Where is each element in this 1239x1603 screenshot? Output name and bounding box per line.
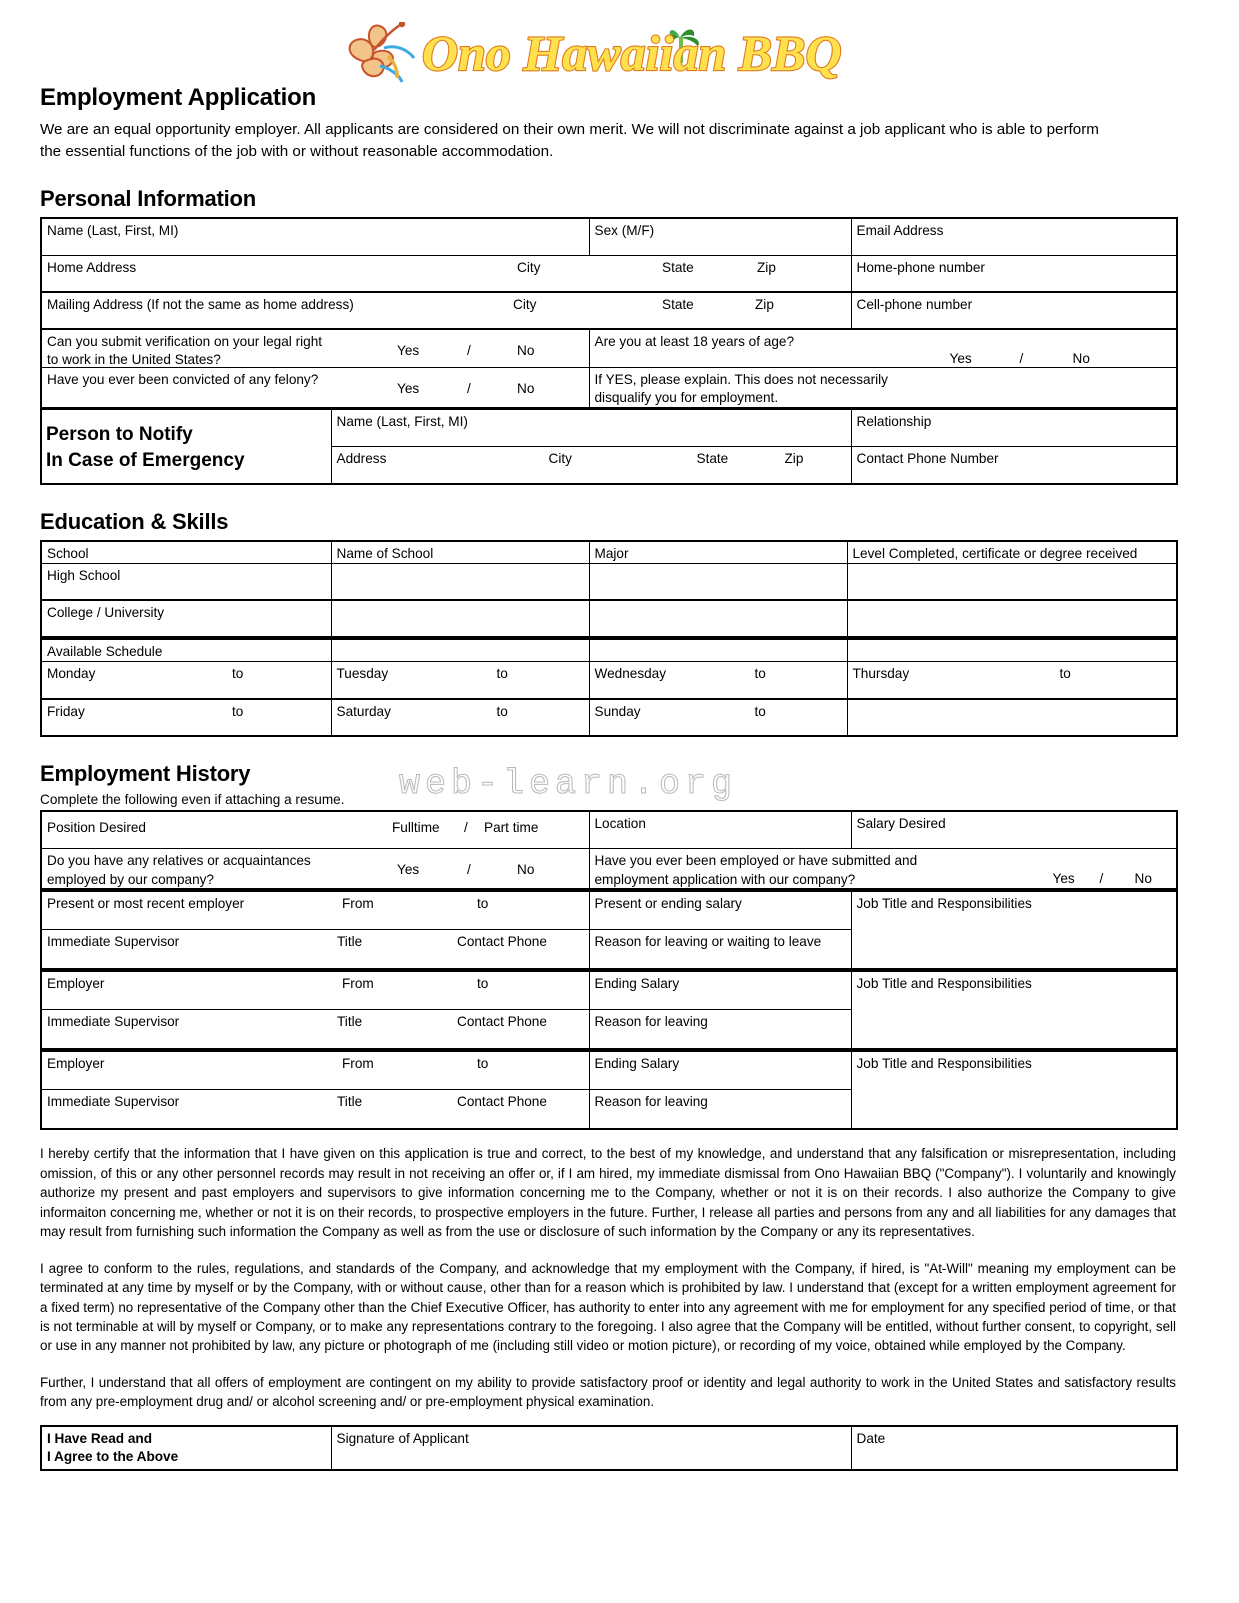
field-emergency-address[interactable]: Address City State Zip (331, 447, 851, 484)
schedule-blank-2 (589, 639, 847, 662)
input-college-level[interactable] (847, 600, 1177, 637)
company-logo (38, 0, 1201, 81)
field-home-phone[interactable]: Home-phone number (851, 255, 1177, 292)
education-header-major: Major (589, 541, 847, 564)
input-high-school-level[interactable] (847, 563, 1177, 600)
question-relatives-employed[interactable]: Do you have any relatives or acquaintances employed by our company? Yes / No (41, 849, 589, 890)
schedule-wednesday[interactable]: Wednesday to (589, 662, 847, 699)
no-option[interactable]: No (517, 381, 535, 397)
emergency-contact-label: Person to Notify In Case of Emergency (41, 410, 331, 484)
employment-history-subtitle: Complete the following even if attaching a resume. (40, 791, 345, 807)
employer-table-2 (40, 970, 1178, 1050)
field-cell-phone[interactable]: Cell-phone number (851, 292, 1177, 329)
field-date[interactable]: Date (851, 1426, 1177, 1470)
section-heading-employment-history: Employment History (40, 760, 251, 786)
signature-table (40, 1425, 1178, 1471)
legal-paragraph-contingent-offer: Further, I understand that all offers of employment are contingent on my ability to provide satisfactory proof or identity and legal authority to work in the United States and satisfactory results from any pre-employment drug and/ or alcohol screening and/ or pre-employment physical examination. (40, 1374, 1176, 1410)
employer-table-3 (40, 1050, 1178, 1130)
field-salary-desired[interactable]: Salary Desired (851, 811, 1177, 849)
field-employer-2-supervisor[interactable]: Immediate Supervisor Title Contact Phone (41, 1009, 589, 1049)
field-felony-explanation[interactable]: If YES, please explain. This does not necessarily disqualify you for employment. (589, 368, 1177, 409)
no-option[interactable]: No (517, 343, 535, 359)
field-employer-3-supervisor[interactable]: Immediate Supervisor Title Contact Phone (41, 1089, 589, 1129)
emergency-contact-table (40, 409, 1178, 485)
yes-option[interactable]: Yes (397, 862, 420, 878)
section-heading-personal-information: Personal Information (40, 186, 257, 212)
schedule-friday[interactable]: Friday to (41, 699, 331, 736)
field-employer-3-salary[interactable]: Ending Salary (589, 1051, 851, 1089)
question-felony-conviction[interactable]: Have you ever been convicted of any felony? Yes / No (41, 368, 589, 409)
input-high-school-major[interactable] (589, 563, 847, 600)
legal-paragraph-at-will: I agree to conform to the rules, regulations, and standards of the Company, and acknowledge that my employment with the Company, if hired, is "At-Will" meaning my employment can be terminated at any time by myself or by the Company, with or without cause, other than for a reason which is prohibited by law. I understand that (except for a written employment agreement for a fixed term) no representative of the Company other than the Chief Executive Officer, has authority to enter into any agreement with me for employment for any specified period of time, or that is not terminable at will by myself or Company, or to make any representations contrary to the foregoing. I also agree that the Company will be entitled, without further consent, to copyright, sell or use in any manner not prohibited by law, any picture or photograph of me (including still video or motion picture), or recording of my voice, obtained while employed by the Company. (40, 1260, 1176, 1354)
field-name[interactable]: Name (Last, First, MI) (41, 218, 589, 255)
input-college-name[interactable] (331, 600, 589, 637)
education-row-college: College / University (41, 600, 331, 637)
question-age-18[interactable]: Are you at least 18 years of age? Yes / No (589, 329, 1177, 368)
page-title: Employment Application (40, 84, 317, 111)
schedule-sunday[interactable]: Sunday to (589, 699, 847, 736)
field-employer-2-reason[interactable]: Reason for leaving (589, 1009, 851, 1049)
no-option[interactable]: No (1134, 871, 1152, 887)
input-high-school-name[interactable] (331, 563, 589, 600)
field-position-desired[interactable]: Position Desired Fulltime / Part time (41, 811, 589, 849)
fulltime-option[interactable]: Fulltime (392, 819, 440, 835)
education-row-high-school: High School (41, 563, 331, 600)
field-employer-1-job-title[interactable]: Job Title and Responsibilities (851, 891, 1177, 969)
field-employer-2-job-title[interactable]: Job Title and Responsibilities (851, 971, 1177, 1049)
yes-option[interactable]: Yes (397, 381, 420, 397)
field-emergency-phone[interactable]: Contact Phone Number (851, 447, 1177, 484)
yes-option[interactable]: Yes (397, 343, 420, 359)
position-desired-table (40, 810, 1178, 891)
ono-hawaiian-bbq-logo-icon (342, 22, 898, 84)
field-signature[interactable]: Signature of Applicant (331, 1426, 851, 1470)
education-header-level-completed: Level Completed, certificate or degree received (847, 541, 1177, 564)
no-option[interactable]: No (517, 862, 535, 878)
employer-table-1 (40, 890, 1178, 970)
equal-opportunity-statement: We are an equal opportunity employer. All applicants are considered on their own merit. We will not discriminate against a job applicant who is able to perform the essential functions of the job with or without reasonable accommodation. (40, 121, 1099, 160)
field-location[interactable]: Location (589, 811, 851, 849)
field-employer-2-salary[interactable]: Ending Salary (589, 971, 851, 1009)
schedule-title-cell: Available Schedule (41, 639, 331, 662)
schedule-saturday[interactable]: Saturday to (331, 699, 589, 736)
schedule-monday[interactable]: Monday to (41, 662, 331, 699)
education-header-name-of-school: Name of School (331, 541, 589, 564)
schedule-blank-3 (847, 639, 1177, 662)
schedule-thursday[interactable]: Thursday to (847, 662, 1177, 699)
no-option[interactable]: No (1072, 351, 1090, 367)
field-employer-1-salary[interactable]: Present or ending salary (589, 891, 851, 929)
field-employer-1-reason[interactable]: Reason for leaving or waiting to leave (589, 929, 851, 969)
field-employer-1-supervisor[interactable]: Immediate Supervisor Title Contact Phone (41, 929, 589, 969)
field-employer-3-reason[interactable]: Reason for leaving (589, 1089, 851, 1129)
field-home-address[interactable]: Home Address City State Zip (41, 255, 851, 292)
schedule-tuesday[interactable]: Tuesday to (331, 662, 589, 699)
yes-option[interactable]: Yes (949, 351, 972, 367)
legal-paragraph-certification: I hereby certify that the information that I have given on this application is true and correct, to the best of my knowledge, and understand that any falsification or misrepresentation, including omission, of this or any other personnel records may result in not receiving an offer or, if I am hired, my immediate dismissal from Ono Hawaiian BBQ ("Company"). I voluntarily and knowingly authorize my present and past employers and supervisors to give information concerning me to the Company, whether or not it is on their records. I also authorize the Company to give informaiton concerning me, whether or not it is on their records, to prospective employers in the future. Further, I release all parties and persons from any and all liabilities for any damages that may result from furnishing such information the Company as well as from the use or disclosure of such information by the Company or any its representatives. (40, 1146, 1176, 1240)
agree-statement: I Have Read and I Agree to the Above (41, 1426, 331, 1470)
yes-option[interactable]: Yes (1052, 871, 1075, 887)
schedule-blank-4 (847, 699, 1177, 736)
question-previously-applied[interactable]: Have you ever been employed or have submitted and employment application with our company? Yes / No (589, 849, 1177, 890)
schedule-blank-1 (331, 639, 589, 662)
available-schedule-table (40, 638, 1178, 737)
input-college-major[interactable] (589, 600, 847, 637)
personal-information-table (40, 217, 1178, 409)
field-emergency-name[interactable]: Name (Last, First, MI) (331, 410, 851, 447)
education-header-school: School (41, 541, 331, 564)
education-table (40, 540, 1178, 639)
field-emergency-relationship[interactable]: Relationship (851, 410, 1177, 447)
logo-wordmark: Ono Hawaiian BBQ (421, 25, 842, 81)
field-employer-2[interactable]: Employer From to (41, 971, 589, 1009)
field-email[interactable]: Email Address (851, 218, 1177, 255)
parttime-option[interactable]: Part time (484, 819, 539, 835)
question-work-verification[interactable]: Can you submit verification on your legal right to work in the United States? Yes / No (41, 329, 589, 368)
field-employer-3[interactable]: Employer From to (41, 1051, 589, 1089)
field-sex[interactable]: Sex (M/F) (589, 218, 851, 255)
field-employer-1[interactable]: Present or most recent employer From to (41, 891, 589, 929)
field-employer-3-job-title[interactable]: Job Title and Responsibilities (851, 1051, 1177, 1129)
field-mailing-address[interactable]: Mailing Address (If not the same as home address) City State Zip (41, 292, 851, 329)
section-heading-education-skills: Education & Skills (40, 508, 229, 534)
site-watermark: web-learn.org (399, 764, 738, 804)
